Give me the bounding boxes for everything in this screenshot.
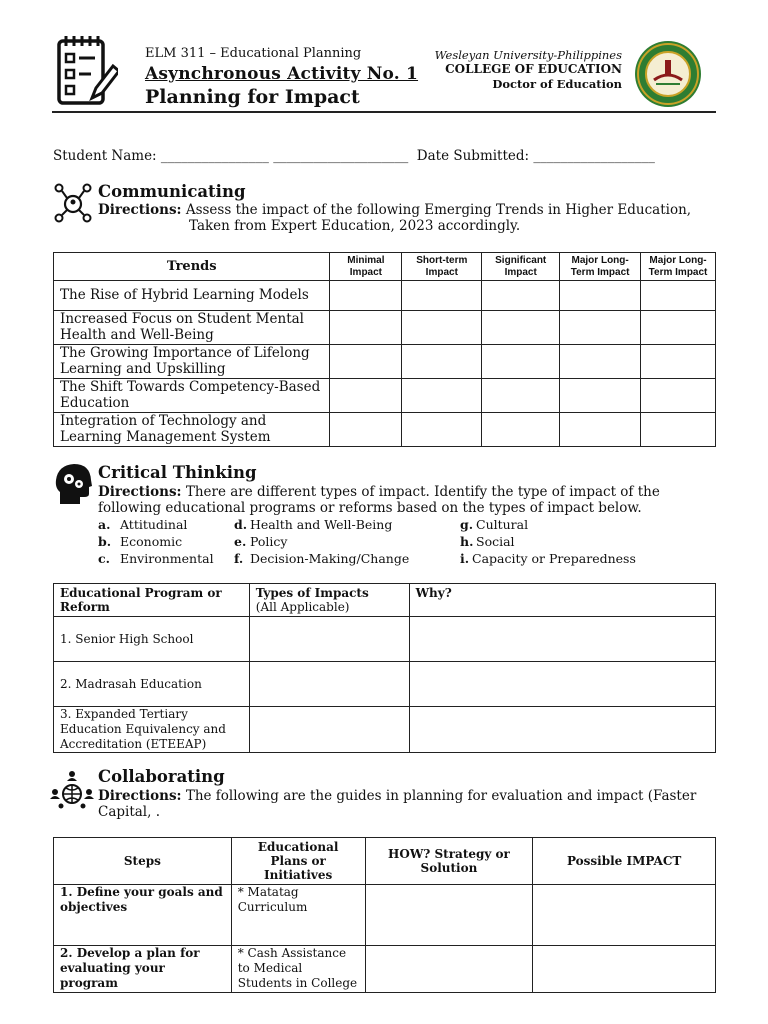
program-cell: 1. Senior High School [54, 617, 250, 662]
rating-cell[interactable] [560, 281, 641, 311]
rating-cell[interactable] [330, 311, 402, 345]
communicating-title: Communicating [98, 182, 246, 201]
rating-cell[interactable] [560, 311, 641, 345]
table-row [54, 413, 716, 447]
impact-letter: d. [234, 517, 248, 532]
impact-type-i [460, 551, 636, 566]
how-cell[interactable] [365, 946, 533, 993]
rating-cell[interactable] [402, 311, 482, 345]
impact-type-f [234, 551, 409, 566]
table-row [54, 311, 716, 345]
table-row [54, 379, 716, 413]
impact-label: Capacity or Preparedness [472, 551, 636, 566]
rating-cell[interactable] [330, 379, 402, 413]
impact-letter: h. [460, 534, 474, 549]
table-row [54, 662, 716, 707]
impact-label: Environmental [120, 551, 214, 566]
header-how: HOW? Strategy or Solution [365, 838, 533, 885]
critical-thinking-directions [98, 484, 718, 516]
network-icon [54, 183, 92, 227]
impact-label: Economic [120, 534, 183, 549]
impact-cell[interactable] [533, 946, 716, 993]
trend-cell: The Rise of Hybrid Learning Models [54, 281, 330, 311]
impact-label: Policy [250, 534, 288, 549]
university-seal-icon [634, 38, 702, 114]
header-major-long-term: Major Long-Term Impact [560, 253, 641, 281]
plan-cell: * Cash Assistance to Medical Students in College [231, 946, 365, 993]
header-major-long-term-2: Major Long-Term Impact [641, 253, 716, 281]
types-label: Types of Impacts [255, 586, 369, 600]
rating-cell[interactable] [330, 345, 402, 379]
impact-type-e [234, 534, 288, 549]
impact-letter: b. [98, 534, 112, 549]
impact-label: Decision-Making/Change [250, 551, 410, 566]
impact-label: Attitudinal [120, 517, 188, 532]
header-significant: Significant Impact [482, 253, 560, 281]
impact-type-b [98, 534, 182, 549]
clipboard-icon [56, 32, 118, 112]
collaborating-directions [98, 788, 698, 820]
header-impact: Possible IMPACT [533, 838, 716, 885]
activity-subtitle: Planning for Impact [145, 86, 360, 108]
impact-label: Cultural [476, 517, 529, 532]
impact-label: Social [476, 534, 515, 549]
impact-letter: f. [234, 551, 244, 566]
plan-cell: * Matatag Curriculum [231, 885, 365, 946]
rating-cell[interactable] [330, 413, 402, 447]
header-plans: Educational Plans or Initiatives [231, 838, 365, 885]
student-info-line: Student Name: ________________ ____________________ Date Submitted: __________________ [53, 148, 655, 164]
directions-label: Directions: [98, 788, 182, 804]
types-cell[interactable] [249, 707, 409, 753]
impact-label: Health and Well-Being [250, 517, 393, 532]
table-row [54, 281, 716, 311]
planning-table [53, 837, 716, 993]
trend-cell: The Growing Importance of Lifelong Learning and Upskilling [54, 345, 330, 379]
degree-name: Doctor of Education [492, 77, 622, 91]
rating-cell[interactable] [560, 413, 641, 447]
header-divider [52, 111, 716, 113]
header-why: Why? [409, 584, 715, 617]
impact-type-h [460, 534, 515, 549]
header-trends: Trends [54, 253, 330, 281]
communicating-directions [98, 202, 698, 234]
header-minimal: Minimal Impact [330, 253, 402, 281]
programs-table [53, 583, 716, 753]
table-header-row [54, 838, 716, 885]
rating-cell[interactable] [402, 379, 482, 413]
rating-cell[interactable] [402, 281, 482, 311]
trend-cell: Integration of Technology and Learning Management System [54, 413, 330, 447]
directions-label: Directions: [98, 484, 182, 500]
impact-type-c [98, 551, 214, 566]
rating-cell[interactable] [560, 345, 641, 379]
program-cell: 2. Madrasah Education [54, 662, 250, 707]
impact-cell[interactable] [533, 885, 716, 946]
trends-table [53, 252, 716, 447]
course-title: ELM 311 – Educational Planning [145, 46, 362, 61]
rating-cell[interactable] [402, 345, 482, 379]
rating-cell[interactable] [560, 379, 641, 413]
head-gears-icon [54, 462, 94, 510]
table-row [54, 946, 716, 993]
rating-cell[interactable] [641, 311, 716, 345]
step-cell: 1. Define your goals and objectives [54, 885, 232, 946]
impact-letter: a. [98, 517, 111, 532]
table-row [54, 617, 716, 662]
rating-cell[interactable] [482, 379, 560, 413]
rating-cell[interactable] [641, 413, 716, 447]
rating-cell[interactable] [641, 345, 716, 379]
types-note: (All Applicable) [255, 600, 350, 614]
how-cell[interactable] [365, 885, 533, 946]
table-row [54, 885, 716, 946]
collaborating-title: Collaborating [98, 767, 225, 786]
impact-type-d [234, 517, 392, 532]
program-cell: 3. Expanded Tertiary Education Equivalency and Accreditation (ETEEAP) [54, 707, 250, 753]
types-cell[interactable] [249, 617, 409, 662]
impact-type-a [98, 517, 187, 532]
impact-letter: e. [234, 534, 247, 549]
rating-cell[interactable] [641, 281, 716, 311]
critical-thinking-title: Critical Thinking [98, 463, 257, 482]
trend-cell: The Shift Towards Competency-Based Education [54, 379, 330, 413]
directions-text: There are different types of impact. Identify the type of impact of the following educational programs or reforms based on the types of impact below. [98, 484, 660, 516]
activity-title: Asynchronous Activity No. 1 [145, 64, 419, 84]
header-steps: Steps [54, 838, 232, 885]
rating-cell[interactable] [641, 379, 716, 413]
header-short-term: Short-term Impact [402, 253, 482, 281]
team-globe-icon [50, 770, 94, 816]
why-cell[interactable] [409, 662, 715, 707]
impact-letter: g. [460, 517, 474, 532]
table-row [54, 345, 716, 379]
rating-cell[interactable] [482, 311, 560, 345]
why-cell[interactable] [409, 707, 715, 753]
university-name: Wesleyan University-Philippines [434, 48, 622, 62]
impact-type-g [460, 517, 528, 532]
rating-cell[interactable] [482, 413, 560, 447]
table-header-row [54, 584, 716, 617]
impact-letter: c. [98, 551, 110, 566]
rating-cell[interactable] [402, 413, 482, 447]
rating-cell[interactable] [482, 281, 560, 311]
directions-text: Assess the impact of the following Emerging Trends in Higher Education, [181, 202, 692, 218]
table-header-row [54, 253, 716, 281]
types-cell[interactable] [249, 662, 409, 707]
why-cell[interactable] [409, 617, 715, 662]
rating-cell[interactable] [482, 345, 560, 379]
table-row [54, 707, 716, 753]
directions-text: The following are the guides in planning for evaluation and impact (Faster Capital, . [98, 788, 697, 820]
directions-label: Directions: [98, 202, 182, 218]
directions-text-2: Taken from Expert Education, 2023 accordingly. [189, 218, 521, 234]
impact-letter: i. [460, 551, 470, 566]
header-program: Educational Program or Reform [54, 584, 250, 617]
college-name: COLLEGE OF EDUCATION [445, 62, 622, 76]
step-cell: 2. Develop a plan for evaluating your program [54, 946, 232, 993]
trend-cell: Increased Focus on Student Mental Health and Well-Being [54, 311, 330, 345]
rating-cell[interactable] [330, 281, 402, 311]
header-types [249, 584, 409, 617]
